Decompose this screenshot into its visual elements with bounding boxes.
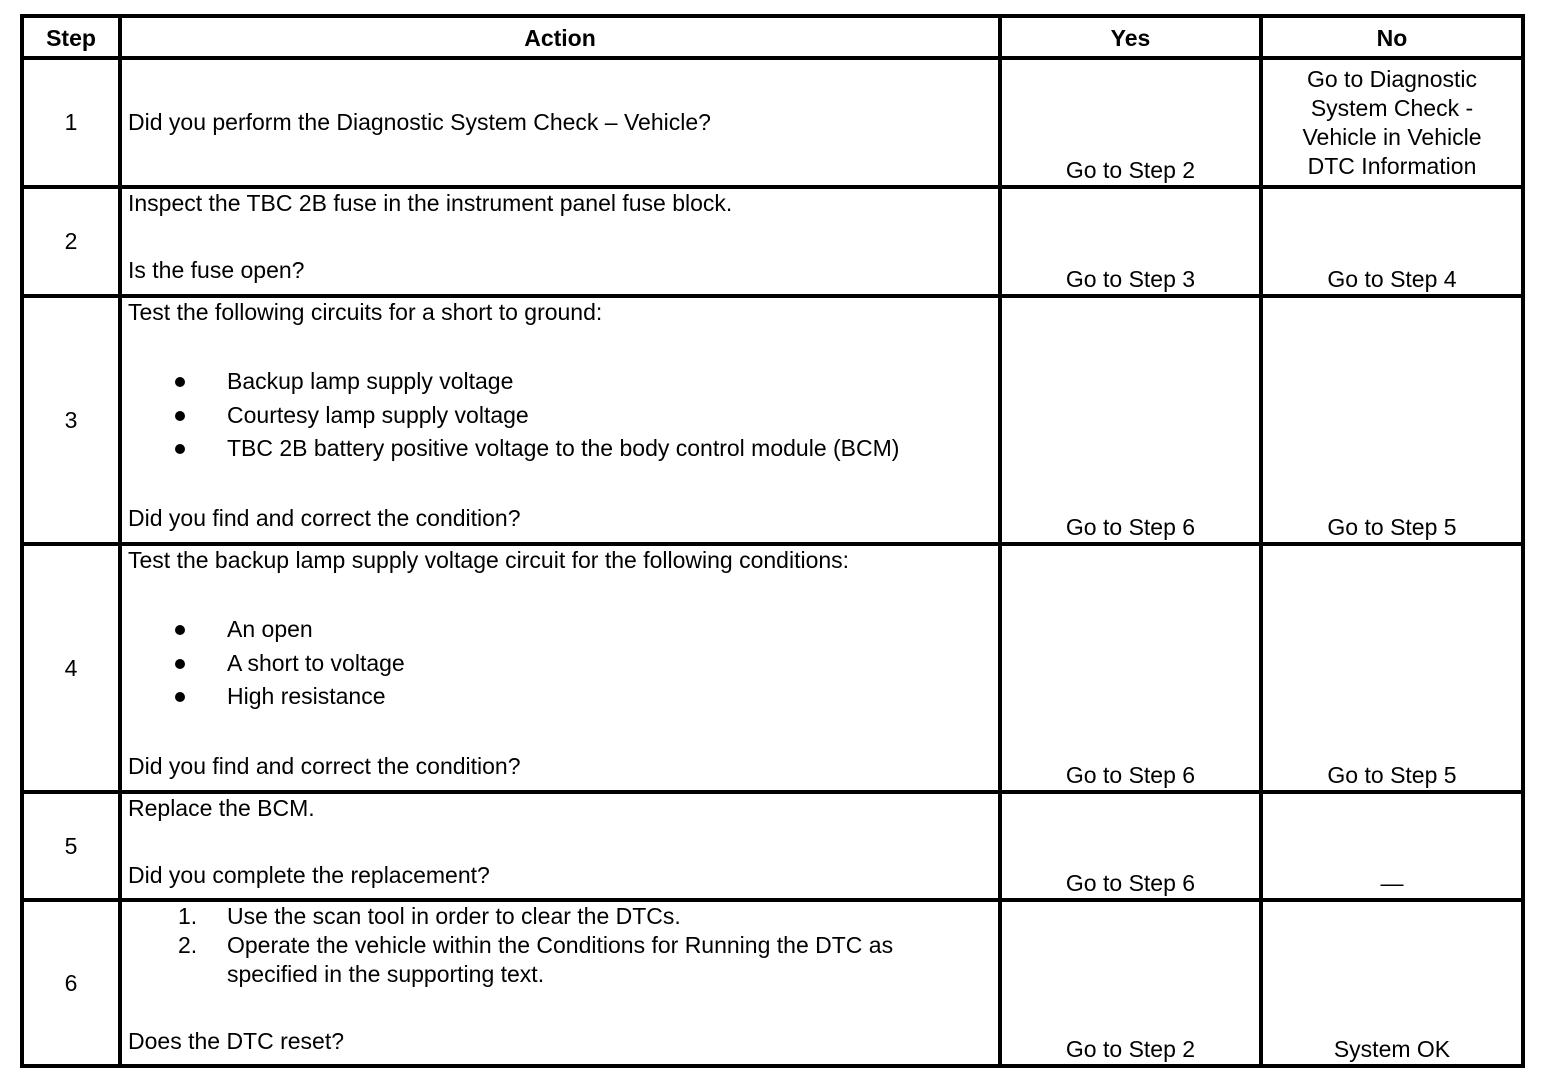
list-item: A short to voltage xyxy=(128,647,992,681)
list-number: 2. xyxy=(178,932,198,958)
action-intro: Replace the BCM. xyxy=(128,795,315,821)
no-cell xyxy=(1261,58,1523,187)
list-item: High resistance xyxy=(128,680,992,714)
no-cell: Go to Step 5 xyxy=(1261,296,1523,544)
action-intro: Inspect the TBC 2B fuse in the instrument panel fuse block. xyxy=(128,190,733,216)
bullet-list xyxy=(128,365,992,466)
action-cell xyxy=(120,58,1000,187)
action-question: Does the DTC reset? xyxy=(128,1028,345,1054)
bullet-icon xyxy=(175,377,185,387)
bullet-icon xyxy=(175,692,185,702)
yes-cell: Go to Step 6 xyxy=(1000,792,1261,900)
step-number: 4 xyxy=(22,544,120,792)
header-action: Action xyxy=(120,16,1000,58)
list-number: 1. xyxy=(178,903,198,929)
list-item: An open xyxy=(128,613,992,647)
step-number: 3 xyxy=(22,296,120,544)
action-question: Did you find and correct the condition? xyxy=(128,752,521,779)
no-line: Vehicle in Vehicle xyxy=(1302,123,1482,150)
no-line: System Check - xyxy=(1310,94,1474,121)
table-row xyxy=(22,187,1523,296)
numbered-list xyxy=(128,902,992,989)
list-item: Backup lamp supply voltage xyxy=(128,365,992,399)
action-cell xyxy=(120,544,1000,792)
action-question: Did you find and correct the condition? xyxy=(128,504,521,531)
header-row xyxy=(22,16,1523,58)
action-intro: Test the backup lamp supply voltage circuit for the following conditions: xyxy=(128,547,850,573)
step-number: 5 xyxy=(22,792,120,900)
list-item: 1. Use the scan tool in order to clear the DTCs. xyxy=(178,903,681,929)
action-intro: Test the following circuits for a short to ground: xyxy=(128,299,603,325)
no-cell: Go to Step 5 xyxy=(1261,544,1523,792)
action-cell xyxy=(120,296,1000,544)
yes-cell: Go to Step 2 xyxy=(1000,900,1261,1066)
action-cell xyxy=(120,187,1000,296)
step-number: 2 xyxy=(22,187,120,296)
list-item: TBC 2B battery positive voltage to the body control module (BCM) xyxy=(128,432,992,466)
bullet-list xyxy=(128,613,992,714)
no-cell: System OK xyxy=(1261,900,1523,1066)
table-row xyxy=(22,900,1523,1066)
diagnostic-table xyxy=(20,14,1525,1068)
no-line: Go to Diagnostic xyxy=(1306,65,1478,92)
step-number: 1 xyxy=(22,58,120,187)
list-item: 2. Operate the vehicle within the Conditions for Running the DTC as specified in the supporting text. xyxy=(178,932,894,987)
header-yes: Yes xyxy=(1000,16,1261,58)
action-cell xyxy=(120,900,1000,1066)
yes-cell: Go to Step 2 xyxy=(1000,58,1261,187)
list-item: Courtesy lamp supply voltage xyxy=(128,399,992,433)
bullet-icon xyxy=(175,444,185,454)
header-step: Step xyxy=(22,16,120,58)
table-row xyxy=(22,792,1523,900)
no-line: DTC Information xyxy=(1307,152,1477,179)
yes-cell: Go to Step 6 xyxy=(1000,544,1261,792)
bullet-icon xyxy=(175,625,185,635)
table-row xyxy=(22,544,1523,792)
action-question: Did you perform the Diagnostic System Check – Vehicle? xyxy=(128,109,711,135)
action-cell xyxy=(120,792,1000,900)
no-cell: Go to Step 4 xyxy=(1261,187,1523,296)
action-question: Is the fuse open? xyxy=(128,257,305,283)
header-no: No xyxy=(1261,16,1523,58)
action-question: Did you complete the replacement? xyxy=(128,862,490,888)
no-cell: — xyxy=(1261,792,1523,900)
table-row xyxy=(22,58,1523,187)
bullet-icon xyxy=(175,411,185,421)
table-row xyxy=(22,296,1523,544)
bullet-icon xyxy=(175,659,185,669)
yes-cell: Go to Step 3 xyxy=(1000,187,1261,296)
step-number: 6 xyxy=(22,900,120,1066)
yes-cell: Go to Step 6 xyxy=(1000,296,1261,544)
